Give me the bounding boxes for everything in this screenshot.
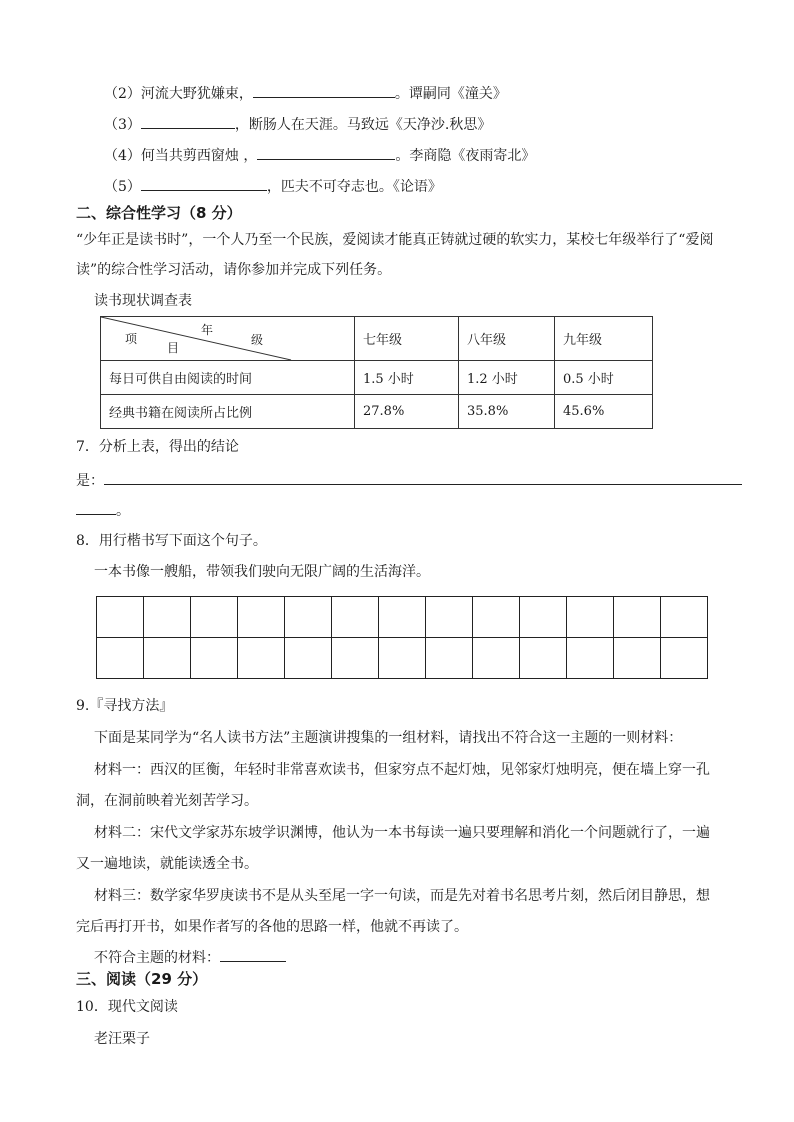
poem-number: （2） bbox=[104, 86, 141, 102]
grid-cell[interactable] bbox=[144, 597, 191, 638]
poem-text-after: 。李商隐《夜雨寄北》 bbox=[395, 148, 536, 164]
grid-cell[interactable] bbox=[144, 638, 191, 679]
table-corner-cell bbox=[101, 317, 355, 361]
grid-cell[interactable] bbox=[520, 597, 567, 638]
poem-text-after: 。谭嗣同《潼关》 bbox=[394, 86, 507, 102]
grid-cell[interactable] bbox=[285, 638, 332, 679]
poem-text-after: ，断肠人在天涯。马致远《天净沙.秋思》 bbox=[234, 117, 492, 133]
writing-grid[interactable] bbox=[96, 596, 708, 679]
material-3-line1: 材料三：数学家华罗庚读书不是从头至尾一字一句读，而是先对着书名思考片刻，然后闭目静思，想 bbox=[94, 888, 710, 904]
table-cell: 45.6% bbox=[555, 395, 653, 429]
answer-blank[interactable] bbox=[220, 947, 286, 962]
section-3-title: 三、阅读（29 分） bbox=[76, 970, 208, 988]
grid-cell[interactable] bbox=[379, 597, 426, 638]
answer-label: 不符合主题的材料： bbox=[94, 950, 220, 966]
table-cell: 0.5 小时 bbox=[555, 361, 653, 395]
question-9-intro: 下面是某同学为“名人读书方法”主题演讲搜集的一组材料，请找出不符合这一主题的一则材料： bbox=[94, 730, 683, 746]
question-10-title: 10．现代文阅读 bbox=[76, 999, 178, 1015]
table-row bbox=[101, 361, 653, 395]
table-caption: 读书现状调查表 bbox=[94, 293, 192, 309]
answer-blank[interactable] bbox=[141, 176, 267, 191]
grid-cell[interactable] bbox=[97, 638, 144, 679]
table-cell: 27.8% bbox=[355, 395, 459, 429]
row-label: 每日可供自由阅读的时间 bbox=[101, 361, 355, 395]
grid-cell[interactable] bbox=[238, 597, 285, 638]
grid-row bbox=[97, 597, 708, 638]
question-7-answer-line bbox=[76, 470, 742, 490]
table-cell: 35.8% bbox=[459, 395, 555, 429]
grid-cell[interactable] bbox=[426, 597, 473, 638]
grid-cell[interactable] bbox=[191, 597, 238, 638]
material-3-line2: 完后再打开书，如果作者写的各他的思路一样，他就不再读了。 bbox=[76, 919, 468, 935]
poem-number: （4） bbox=[104, 148, 141, 164]
material-2-line2: 又一遍地读，就能读透全书。 bbox=[76, 856, 258, 872]
table-cell: 1.2 小时 bbox=[459, 361, 555, 395]
grid-cell[interactable] bbox=[614, 638, 661, 679]
poem-number: （3） bbox=[104, 117, 141, 133]
grid-cell[interactable] bbox=[332, 638, 379, 679]
material-1-line2: 洞，在洞前映着光刻苦学习。 bbox=[76, 793, 258, 809]
section-2-title: 二、综合性学习（8 分） bbox=[76, 204, 242, 222]
grid-cell[interactable] bbox=[97, 597, 144, 638]
column-header: 七年级 bbox=[355, 317, 459, 361]
poem-line-4 bbox=[104, 145, 535, 165]
grid-cell[interactable] bbox=[426, 638, 473, 679]
poem-text-after: ，匹夫不可夺志也。《论语》 bbox=[266, 179, 442, 195]
section-2-intro-line1: “少年正是读书时”，一个人乃至一个民族，爱阅读才能真正铸就过硬的软实力，某校七年级举行了“爱阅 bbox=[76, 232, 714, 248]
answer-blank[interactable] bbox=[253, 83, 395, 98]
question-7-title: 7．分析上表，得出的结论 bbox=[76, 439, 239, 455]
corner-label: 年 bbox=[201, 323, 214, 337]
question-8-title: 8．用行楷书写下面这个句子。 bbox=[76, 533, 267, 549]
corner-label: 项 bbox=[125, 332, 138, 346]
table-cell: 1.5 小时 bbox=[355, 361, 459, 395]
grid-cell[interactable] bbox=[285, 597, 332, 638]
corner-label: 级 bbox=[251, 333, 264, 347]
grid-cell[interactable] bbox=[520, 638, 567, 679]
poem-line-5 bbox=[104, 176, 442, 196]
grid-cell[interactable] bbox=[661, 638, 708, 679]
poem-text-before: 河流大野犹嫌束， bbox=[140, 86, 253, 102]
question-9-answer-line bbox=[94, 947, 286, 967]
grid-cell[interactable] bbox=[332, 597, 379, 638]
answer-blank[interactable] bbox=[104, 470, 742, 485]
question-8-sentence: 一本书像一艘船，带领我们驶向无限广阔的生活海洋。 bbox=[94, 564, 430, 580]
answer-blank[interactable] bbox=[141, 114, 235, 129]
answer-end-mark: 。 bbox=[116, 503, 130, 519]
grid-cell[interactable] bbox=[379, 638, 426, 679]
row-label: 经典书籍在阅读所占比例 bbox=[101, 395, 355, 429]
survey-table bbox=[100, 316, 653, 429]
section-2-intro-line2: 读”的综合性学习活动，请你参加并完成下列任务。 bbox=[76, 262, 392, 278]
diagonal-line bbox=[101, 317, 363, 360]
grid-cell[interactable] bbox=[473, 597, 520, 638]
poem-line-3 bbox=[104, 114, 491, 134]
question-9-title: 9.『寻找方法』 bbox=[76, 698, 174, 714]
grid-row bbox=[97, 638, 708, 679]
grid-cell[interactable] bbox=[661, 597, 708, 638]
table-row bbox=[101, 395, 653, 429]
article-title: 老汪栗子 bbox=[94, 1031, 150, 1047]
question-7-answer-line-2 bbox=[76, 500, 130, 520]
grid-cell[interactable] bbox=[567, 597, 614, 638]
column-header: 八年级 bbox=[459, 317, 555, 361]
grid-cell[interactable] bbox=[191, 638, 238, 679]
material-1-line1: 材料一：西汉的匡衡，年轻时非常喜欢读书，但家穷点不起灯烛，见邻家灯烛明亮，便在墙上穿一孔 bbox=[94, 762, 710, 778]
column-header: 九年级 bbox=[555, 317, 653, 361]
corner-label: 目 bbox=[167, 341, 180, 355]
poem-line-2 bbox=[104, 83, 507, 103]
answer-prefix: 是： bbox=[76, 473, 104, 489]
answer-blank[interactable] bbox=[257, 145, 395, 160]
poem-number: （5） bbox=[104, 179, 141, 195]
material-2-line1: 材料二：宋代文学家苏东坡学识渊博，他认为一本书每读一遍只要理解和消化一个问题就行了，一遍 bbox=[94, 825, 710, 841]
poem-text-before: 何当共剪西窗烛 ， bbox=[140, 148, 258, 164]
grid-cell[interactable] bbox=[238, 638, 285, 679]
grid-cell[interactable] bbox=[473, 638, 520, 679]
grid-cell[interactable] bbox=[567, 638, 614, 679]
table-header-row bbox=[101, 317, 653, 361]
answer-blank[interactable] bbox=[76, 500, 116, 515]
grid-cell[interactable] bbox=[614, 597, 661, 638]
